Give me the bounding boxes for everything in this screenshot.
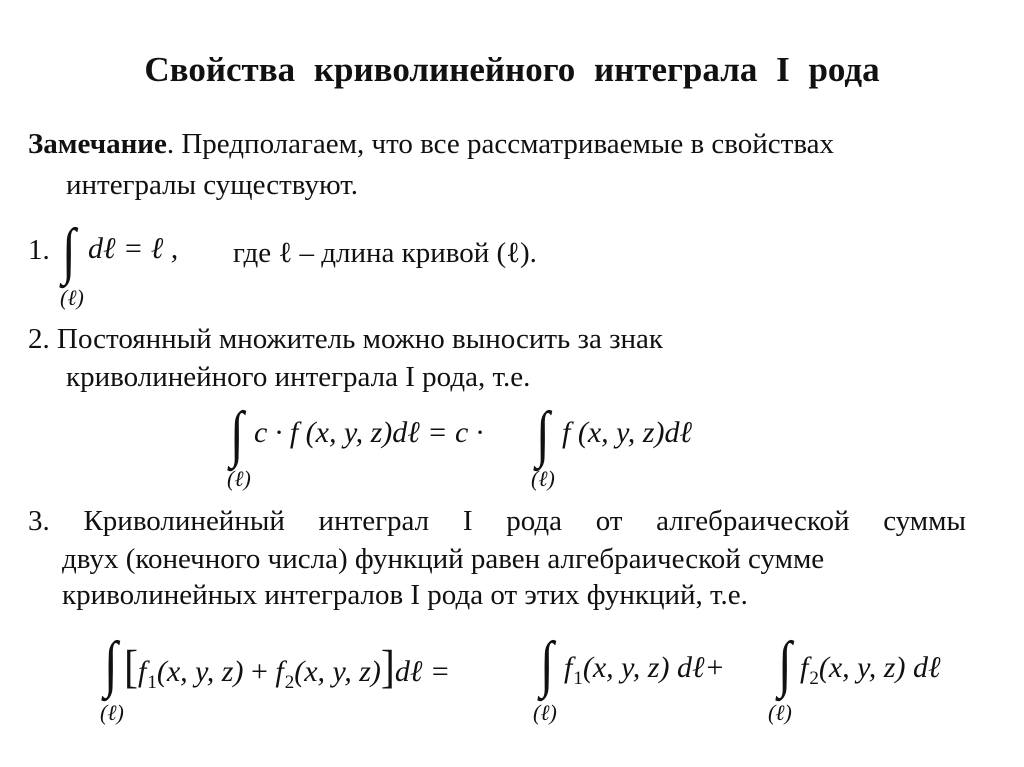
left-bracket: [ [124, 642, 138, 694]
integral-sign: ∫ [540, 628, 554, 698]
remark-line-2: интегралы существуют. [66, 169, 358, 201]
property-1-description: где ℓ – длина кривой (ℓ). [233, 237, 537, 269]
property-3-limit-2: (ℓ) [533, 700, 557, 725]
remark-text-1: . Предполагаем, что все рассматриваемые в свойствах [166, 128, 835, 160]
remark-label: Замечание [28, 128, 167, 160]
integral-sign: ∫ [536, 398, 550, 468]
property-2-limit-left: (ℓ) [227, 466, 251, 491]
integral-sign: ∫ [778, 628, 792, 698]
integral-sign: ∫ [62, 215, 76, 285]
property-1-limit: (ℓ) [60, 285, 84, 310]
property-3-limit-3: (ℓ) [768, 700, 792, 725]
page-title: Свойства криволинейного интеграла I рода [144, 50, 880, 89]
property-3-line-3: криволинейных интегралов I рода от этих функций, т.е. [62, 579, 748, 611]
property-2-rhs: f (x, y, z)dℓ [562, 416, 692, 449]
property-1-number: 1. [28, 234, 50, 266]
property-2-limit-right: (ℓ) [531, 466, 555, 491]
property-1-formula: dℓ = ℓ , [88, 232, 179, 265]
property-2-line-1: 2. Постоянный множитель можно выносить за знак [28, 323, 664, 355]
property-3-rhs-1: $f_1(x$, y, z) dℓ+ [564, 651, 725, 689]
property-2-line-2: криволинейного интеграла I рода, т.е. [66, 361, 531, 393]
remark-line-1 [28, 127, 834, 161]
property-3-limit-1: (ℓ) [100, 700, 124, 725]
property-2-lhs: c · f (x, y, z)dℓ = c · [254, 416, 484, 449]
property-3-rhs-2: $f_2(x$, y, z) dℓ [800, 651, 941, 689]
right-bracket: ] [380, 642, 395, 694]
property-3-line-2: двух (конечного числа) функций равен алгебраической сумме [62, 543, 825, 575]
property-3-lhs: [$f_1(x$, y, $z) + f_2(x$, y, z)]dℓ = [124, 642, 451, 694]
integral-sign: ∫ [230, 398, 244, 468]
property-3-line-1: 3. Криволинейный интеграл I рода от алгебраической суммы [28, 505, 966, 537]
integral-sign: ∫ [104, 628, 118, 698]
